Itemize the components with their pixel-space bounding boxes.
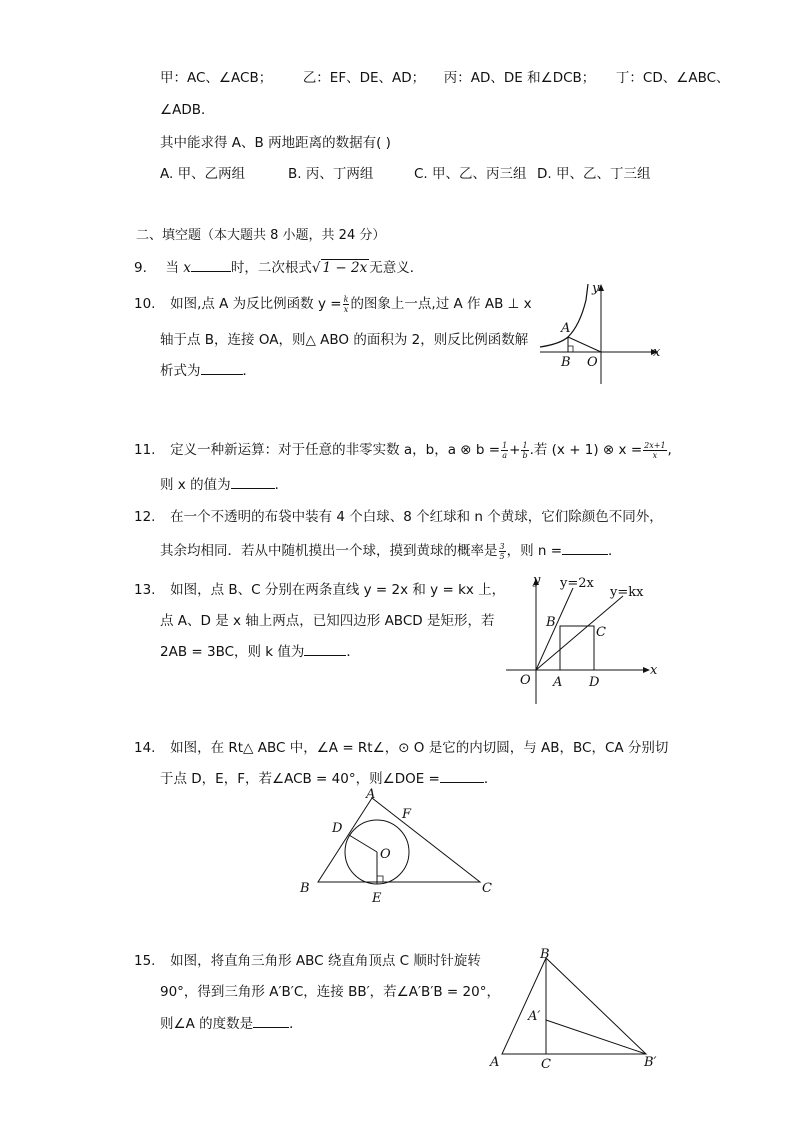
q8-question: 其中能求得 A、B 两地距离的数据有( ) xyxy=(160,135,391,151)
q12-fraction: $\frac{3}{5}$ xyxy=(499,541,505,561)
triangle-abb1 xyxy=(502,958,646,1054)
q11-text1: 定义一种新运算：对于任意的非零实数 a，b，a ⊗ b = xyxy=(170,442,501,458)
label-a: A xyxy=(561,321,571,336)
q12-text1: 在一个不透明的布袋中装有 4 个白球、8 个红球和 n 个黄球，它们除颜色不同外， xyxy=(170,509,663,525)
q11-frac-rhs: $\frac{2x+1}{x}$ xyxy=(644,440,666,460)
hyperbola-curve xyxy=(540,284,588,347)
q8-yi: 乙：EF、DE、AD； xyxy=(302,70,426,86)
x-axis-arrow xyxy=(643,667,650,673)
label-d: D xyxy=(332,821,343,836)
q11-number: 11. xyxy=(134,442,156,458)
q8-option-d: D. 甲、乙、丁三组 xyxy=(537,166,651,182)
q15-line3-end: ． xyxy=(289,1016,303,1032)
label-c: C xyxy=(541,1057,551,1072)
q13-line3 xyxy=(160,640,360,660)
q12-line2-end: ． xyxy=(608,543,622,559)
q10-fraction: $\frac{k}{x}$ xyxy=(343,294,349,314)
q14-figure xyxy=(290,788,500,908)
rectangle-abcd xyxy=(560,626,594,670)
q15-text3: 则∠A 的度数是 xyxy=(160,1016,254,1032)
q13-answer-blank[interactable] xyxy=(304,642,346,656)
label-x: x xyxy=(653,345,661,360)
label-b: B xyxy=(546,615,556,630)
right-angle-mark xyxy=(377,876,383,882)
q14-answer-blank[interactable] xyxy=(440,769,484,783)
q11-line2-end: ． xyxy=(274,477,289,493)
label-line-y2x: y=2x xyxy=(560,576,594,591)
q10-text2: 的图象上一点,过 A 作 AB ⊥ x xyxy=(350,296,532,312)
q11-frac-1a: $\frac{1}{a}$ xyxy=(502,440,508,460)
label-a-prime: A′ xyxy=(528,1009,541,1024)
label-a: A xyxy=(366,788,376,802)
q11-frac-1b: $\frac{1}{b}$ xyxy=(522,440,528,460)
line-ykx xyxy=(536,596,623,670)
q9-var: x xyxy=(183,260,191,276)
label-f: F xyxy=(402,807,412,822)
q10-text1: 如图,点 A 为反比例函数 y = xyxy=(170,296,342,312)
q10-line2: 轴于点 B，连接 OA，则△ ABO 的面积为 2，则反比例函数解 xyxy=(160,332,529,348)
q11-text2: .若 (x + 1) ⊗ x = xyxy=(529,442,643,458)
q8-line2: ∠ADB． xyxy=(160,102,215,118)
label-line-ykx: y=kx xyxy=(610,585,644,600)
q10-answer-blank[interactable] xyxy=(201,361,243,375)
q15-number: 15. xyxy=(134,953,156,969)
q9-number: 9. xyxy=(134,260,147,276)
q13-line3-end: ． xyxy=(346,644,360,660)
q9-text3: 无意义． xyxy=(369,260,424,276)
q9-text1: 当 xyxy=(165,260,179,276)
sqrt-sign: √ xyxy=(311,260,321,276)
label-b-prime: B′ xyxy=(644,1055,657,1070)
triangle-abc xyxy=(318,798,480,882)
q12-text3: ，则 n = xyxy=(506,543,563,559)
q9-answer-blank[interactable] xyxy=(191,258,231,272)
label-a: A xyxy=(553,675,563,690)
q11-line2 xyxy=(160,473,288,493)
label-o: O xyxy=(587,355,598,370)
q14-line2 xyxy=(160,767,497,787)
q8-option-c: C. 甲、乙、丙三组 xyxy=(414,166,527,182)
q12-answer-blank[interactable] xyxy=(562,541,608,555)
q10-number: 10. xyxy=(134,296,156,312)
q12-line2 xyxy=(160,539,622,561)
section-title: 二、填空题（本大题共 8 小题，共 24 分） xyxy=(136,228,386,243)
label-o: O xyxy=(380,847,391,862)
q9 xyxy=(134,256,423,276)
label-d: D xyxy=(589,675,600,690)
q15-line1 xyxy=(134,949,481,969)
q12-number: 12. xyxy=(134,509,156,525)
q8-option-a: A. 甲、乙两组 xyxy=(160,166,246,182)
q12-line1 xyxy=(134,505,663,525)
label-y: y xyxy=(592,281,600,296)
q11-answer-blank[interactable] xyxy=(231,475,275,489)
right-angle-mark xyxy=(568,346,573,352)
q11-plus: + xyxy=(509,442,521,458)
q10-figure xyxy=(530,280,670,390)
q10-line3 xyxy=(160,359,256,379)
label-c: C xyxy=(482,881,492,896)
q13-text3: 2AB = 3BC，则 k 值为 xyxy=(160,644,305,660)
q11-line1 xyxy=(134,438,672,460)
q11-comma: , xyxy=(667,442,672,458)
label-b: B xyxy=(300,881,310,896)
q15-answer-blank[interactable] xyxy=(253,1014,289,1028)
q14-number: 14. xyxy=(134,740,156,756)
label-c: C xyxy=(596,625,606,640)
q9-text2: 时，二次根式 xyxy=(230,260,312,276)
q10-line3-end: ． xyxy=(242,363,256,379)
q11-line2-text: 则 x 的值为 xyxy=(160,477,231,493)
label-x: x xyxy=(650,663,658,678)
q8-line1 xyxy=(160,66,730,86)
label-b: B xyxy=(540,947,550,962)
q15-figure xyxy=(486,944,666,1078)
label-e: E xyxy=(372,891,382,906)
q14-text2: 于点 D，E，F，若∠ACB = 40°，则∠DOE = xyxy=(160,771,440,787)
label-b: B xyxy=(561,355,571,370)
q10-line3-text: 析式为 xyxy=(160,363,201,379)
label-o: O xyxy=(520,673,531,688)
q13-line1 xyxy=(134,578,505,598)
q8-jia: 甲：AC、∠ACB； xyxy=(160,70,273,86)
q10-line1 xyxy=(134,292,532,314)
q14-line1 xyxy=(134,736,668,756)
q8-ding: 丁：CD、∠ABC、 xyxy=(615,70,730,86)
q9-radicand: 1 − 2x xyxy=(322,260,368,276)
q8-option-b: B. 丙、丁两组 xyxy=(288,166,374,182)
q13-line2: 点 A、D 是 x 轴上两点，已知四边形 ABCD 是矩形，若 xyxy=(160,613,495,629)
q15-line2: 90°，得到三角形 A′B′C，连接 BB′，若∠A′B′B = 20°， xyxy=(160,984,500,1000)
q12-text2: 其余均相同．若从中随机摸出一个球，摸到黄球的概率是 xyxy=(160,543,498,559)
q15-line3 xyxy=(160,1012,303,1032)
q13-figure xyxy=(498,570,668,706)
label-a: A xyxy=(490,1055,500,1070)
segment-od xyxy=(349,835,377,852)
segment-a1b1 xyxy=(546,1020,646,1054)
q13-text1: 如图，点 B、C 分别在两条直线 y = 2x 和 y = kx 上， xyxy=(170,582,506,598)
q13-number: 13. xyxy=(134,582,156,598)
q15-text1: 如图，将直角三角形 ABC 绕直角顶点 C 顺时针旋转 xyxy=(170,953,481,969)
q8-bing: 丙：AD、DE 和∠DCB； xyxy=(443,70,596,86)
q14-text1: 如图，在 Rt△ ABC 中，∠A = Rt∠，⊙ O 是它的内切圆，与 AB，BC，CA 分别切 xyxy=(170,740,669,756)
label-y: y xyxy=(533,573,541,588)
q14-line2-end: ． xyxy=(483,771,498,787)
